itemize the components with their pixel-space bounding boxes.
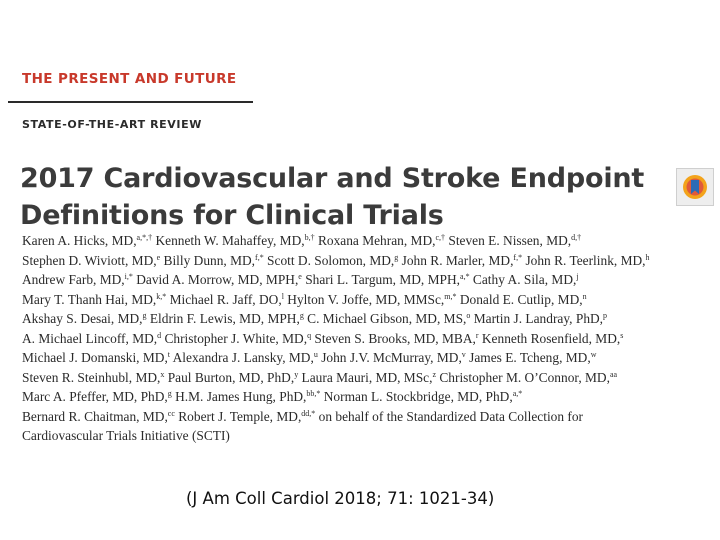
section-divider xyxy=(8,101,253,103)
author-name-text: John J.V. McMurray, MD, xyxy=(317,350,462,365)
author-affiliation-marker: v xyxy=(461,350,466,359)
author-affiliation-marker: z xyxy=(432,369,437,379)
author-affiliation-marker: y xyxy=(294,369,299,379)
author-name-text: Andrew Farb, MD, xyxy=(22,272,125,287)
citation: (J Am Coll Cardiol 2018; 71: 1021-34) xyxy=(186,489,495,508)
paper-title xyxy=(20,160,670,234)
author-affiliation-marker: f,* xyxy=(513,252,523,262)
author-line xyxy=(22,387,717,407)
author-name-text: Akshay S. Desai, MD, xyxy=(22,311,143,326)
bookmark-badge[interactable] xyxy=(676,168,714,206)
author-name-text: Steven S. Brooks, MD, MBA, xyxy=(311,330,476,346)
author-line xyxy=(22,309,717,329)
author-affiliation-marker: dd,* xyxy=(301,408,316,418)
author-affiliation-marker: e xyxy=(298,272,302,281)
author-affiliation-marker: d,† xyxy=(571,233,582,242)
bookmark-icon xyxy=(682,174,708,200)
author-line xyxy=(22,348,717,368)
author-affiliation-marker: p xyxy=(603,311,608,320)
author-affiliation-marker: n xyxy=(582,291,587,301)
author-affiliation-marker: q xyxy=(307,330,312,340)
author-affiliation-marker: u xyxy=(313,350,318,359)
author-name-text: John R. Marler, MD, xyxy=(398,252,514,268)
author-list xyxy=(22,231,717,446)
author-affiliation-marker: w xyxy=(590,350,597,359)
author-name-text: Christopher J. White, MD, xyxy=(161,330,308,346)
author-name-text: Hylton V. Joffe, MD, MMSc, xyxy=(283,291,445,307)
author-line xyxy=(22,329,717,349)
author-name-text: Kenneth Rosenfield, MD, xyxy=(478,330,621,346)
author-affiliation-marker: aa xyxy=(609,369,618,379)
author-name-text: Shari L. Targum, MD, MPH, xyxy=(301,272,461,287)
author-name-text: Michael J. Domanski, MD, xyxy=(22,350,168,365)
author-name-text: Robert J. Temple, MD, xyxy=(174,408,302,424)
author-name-text: A. Michael Lincoff, MD, xyxy=(22,330,158,346)
author-affiliation-marker: t xyxy=(167,350,171,359)
author-line xyxy=(22,231,717,251)
author-name-text: C. Michael Gibson, MD, MS, xyxy=(303,311,467,326)
author-affiliation-marker: m,* xyxy=(444,291,457,301)
author-affiliation-marker: g xyxy=(142,311,147,320)
author-affiliation-marker: f,* xyxy=(255,252,264,262)
author-name-text: Marc A. Pfeffer, MD, PhD, xyxy=(22,389,168,404)
author-name-text: Michael R. Jaff, DO, xyxy=(166,291,282,307)
author-name-text: H.M. James Hung, PhD, xyxy=(171,389,307,404)
author-affiliation-marker: b,† xyxy=(304,233,315,242)
author-affiliation-marker: r xyxy=(475,330,479,340)
author-line xyxy=(22,270,717,290)
author-name-text: David A. Morrow, MD, MPH, xyxy=(132,272,299,287)
author-line xyxy=(22,426,717,446)
author-affiliation-marker: c,† xyxy=(435,233,446,242)
author-name-text: Martin J. Landray, PhD, xyxy=(470,311,604,326)
review-type-label: STATE-OF-THE-ART REVIEW xyxy=(22,118,202,131)
author-name-text: Stephen D. Wiviott, MD, xyxy=(22,252,157,268)
author-name-text: Scott D. Solomon, MD, xyxy=(263,252,395,268)
author-affiliation-marker: j xyxy=(576,272,579,281)
author-affiliation-marker: bb,* xyxy=(306,389,321,398)
author-line xyxy=(22,251,717,271)
author-name-text: Steven E. Nissen, MD, xyxy=(445,233,572,248)
author-affiliation-marker: g xyxy=(167,389,172,398)
author-line xyxy=(22,368,717,388)
author-name-text: Kenneth W. Mahaffey, MD, xyxy=(152,233,305,248)
author-line xyxy=(22,290,717,310)
section-label: THE PRESENT AND FUTURE xyxy=(22,71,237,87)
author-affiliation-marker: h xyxy=(645,252,650,262)
author-affiliation-marker: s xyxy=(620,330,624,340)
author-affiliation-marker: l xyxy=(281,291,284,301)
author-name-text: Cathy A. Sila, MD, xyxy=(469,272,577,287)
author-name-text: Eldrin F. Lewis, MD, MPH, xyxy=(146,311,300,326)
author-name-text: Billy Dunn, MD, xyxy=(160,252,256,268)
author-name-text: Laura Mauri, MD, MSc, xyxy=(298,369,433,385)
author-name-text: Steven R. Steinhubl, MD, xyxy=(22,369,161,385)
author-name-text: on behalf of the Standardized Data Collection for xyxy=(315,408,584,424)
author-affiliation-marker: g xyxy=(394,252,399,262)
author-affiliation-marker: k,* xyxy=(156,291,167,301)
author-name-text: James E. Tcheng, MD, xyxy=(465,350,591,365)
paper-title-line-2: Definitions for Clinical Trials xyxy=(20,200,444,231)
author-affiliation-marker: e xyxy=(156,252,161,262)
author-line xyxy=(22,407,717,427)
author-affiliation-marker: cc xyxy=(167,408,175,418)
author-name-text: Alexandra J. Lansky, MD, xyxy=(170,350,314,365)
author-affiliation-marker: o xyxy=(466,311,471,320)
author-name-text: Bernard R. Chaitman, MD, xyxy=(22,408,168,424)
paper-title-line-1: 2017 Cardiovascular and Stroke Endpoint xyxy=(20,163,645,194)
author-affiliation-marker: d xyxy=(157,330,162,340)
author-affiliation-marker: x xyxy=(160,369,165,379)
author-name-text: Roxana Mehran, MD, xyxy=(314,233,436,248)
author-affiliation-marker: i,* xyxy=(124,272,133,281)
author-name-text: Paul Burton, MD, PhD, xyxy=(164,369,295,385)
author-name-text: Mary T. Thanh Hai, MD, xyxy=(22,291,157,307)
author-affiliation-marker: a,* xyxy=(512,389,523,398)
author-affiliation-marker: a,*,† xyxy=(136,233,153,242)
author-name-text: Donald E. Cutlip, MD, xyxy=(456,291,583,307)
author-name-text: Norman L. Stockbridge, MD, PhD, xyxy=(320,389,513,404)
author-name-text: Christopher M. O’Connor, MD, xyxy=(436,369,610,385)
author-name-text: Karen A. Hicks, MD, xyxy=(22,233,137,248)
author-name-text: Cardiovascular Trials Initiative (SCTI) xyxy=(22,428,230,443)
author-affiliation-marker: g xyxy=(299,311,304,320)
author-affiliation-marker: a,* xyxy=(460,272,470,281)
author-name-text: John R. Teerlink, MD, xyxy=(522,252,646,268)
